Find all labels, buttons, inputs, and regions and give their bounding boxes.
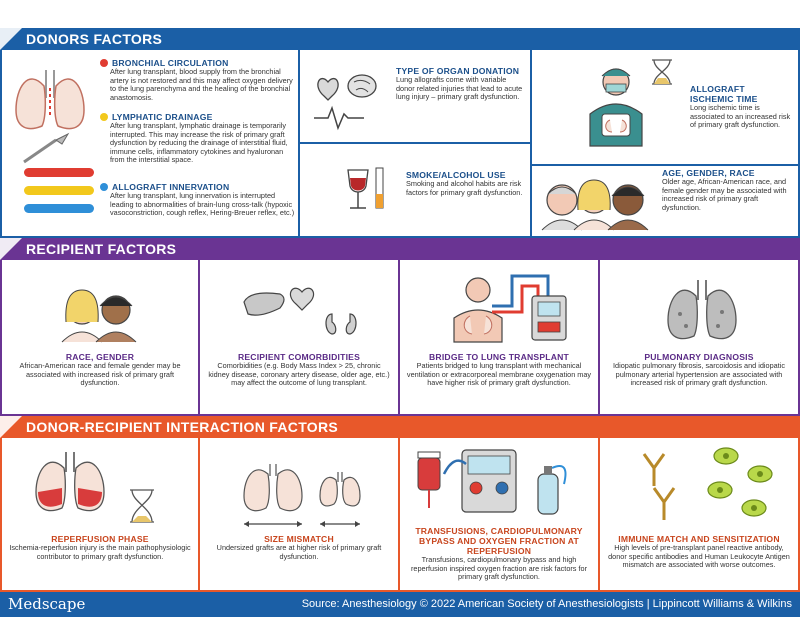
reperfusion-text: Ischemia-reperfusion injury is the main pathophysiologic contributor to primary graft dysfunction. xyxy=(9,543,191,561)
recipient-section xyxy=(0,238,800,416)
recipient-race-text: African-American race and female gender may be associated with increased risk of primary graft dysfunction. xyxy=(19,361,181,388)
size-title: SIZE MISMATCH xyxy=(264,534,334,544)
bridge-block xyxy=(406,352,592,388)
interaction-section xyxy=(0,416,800,592)
ischemic-title-2: ISCHEMIC TIME xyxy=(690,94,758,104)
immune-title: IMMUNE MATCH AND SENSITIZATION xyxy=(618,534,780,544)
pulmonary-block xyxy=(606,352,792,388)
ischemic-cell xyxy=(532,50,798,164)
wine-cigarette-icon xyxy=(344,164,404,224)
header-tab-icon xyxy=(0,238,22,260)
lymphatic-block xyxy=(100,112,296,165)
innervation-text: After lung transplant, lung innervation is interrupted leading to abnormalities of brain-lung cross-talk (hypoxic vasoconstriction, cough reflex, Hering-Breuer reflex, etc.) xyxy=(110,191,295,218)
transfusions-block xyxy=(406,526,592,582)
header-tab-icon xyxy=(0,416,22,438)
lungs-hourglass-icon xyxy=(30,446,170,526)
age-cell xyxy=(532,166,798,236)
two-faces-icon xyxy=(60,282,140,342)
heart-brain-icon xyxy=(314,64,394,134)
pulmonary-cell xyxy=(600,260,798,414)
innervation-block xyxy=(100,182,296,218)
header-tab-icon xyxy=(0,28,22,50)
organ-donation-text: Lung allografts come with variable donor related injuries that lead to acute lung injury – primary graft dysfunction. xyxy=(396,75,523,102)
pulmonary-text: Idiopatic pulmonary fibrosis, sarcoidosis and idiopatic pulmonary arterial hypertension are associated with increased risk of primary graft dysfunction. xyxy=(613,361,785,388)
recipient-header xyxy=(0,238,800,260)
lymphatic-title: LYMPHATIC DRAINAGE xyxy=(112,112,213,122)
diseased-lungs-icon xyxy=(662,274,742,344)
donors-title: DONORS FACTORS xyxy=(26,31,163,47)
ecmo-patient-icon xyxy=(452,266,582,344)
size-cell xyxy=(200,438,398,590)
size-text: Undersized grafts are at higher risk of primary graft dysfunction. xyxy=(216,543,382,561)
smoke-text: Smoking and alcohol habits are risk factors for primary graft dysfunction. xyxy=(406,179,523,197)
bronchial-block xyxy=(100,58,296,102)
transfusion-bypass-oxygen-icon xyxy=(414,444,584,524)
comorbidities-cell xyxy=(200,260,398,414)
age-block xyxy=(662,168,794,212)
tube-blue-icon xyxy=(24,204,94,214)
bronchial-text: After lung transplant, blood supply from the bronchial artery is not restored and this may affect oxygen delivery to the lung parenchyma and the healing of the bronchial anastomosis. xyxy=(110,67,293,102)
comorbidities-title: RECIPIENT COMORBIDITIES xyxy=(237,352,361,362)
ischemic-block xyxy=(690,84,794,130)
age-text: Older age, African-American race, and female gender may be associated with increased risk of primary graft dysfunction. xyxy=(662,177,787,212)
immune-cell xyxy=(600,438,798,590)
yellow-dot-icon xyxy=(100,113,108,121)
interaction-header xyxy=(0,416,800,438)
bridge-cell xyxy=(400,260,598,414)
donors-section xyxy=(0,28,800,238)
footer xyxy=(0,592,800,617)
bridge-title: BRIDGE TO LUNG TRANSPLANT xyxy=(429,352,569,362)
bronchial-title: BRONCHIAL CIRCULATION xyxy=(112,58,229,68)
reperfusion-block xyxy=(8,534,192,561)
tube-red-icon xyxy=(24,168,94,178)
ischemic-title-1: ALLOGRAFT xyxy=(690,84,745,94)
reperfusion-cell xyxy=(2,438,198,590)
lymphatic-text: After lung transplant, lymphatic drainage is temporarily interrupted. This may increase the risk of primary graft dysfunction by reducing the drainage of interstitial fluid, immune cells, inflammatory cytokines and hyaluronan from the interstitial space. xyxy=(110,121,288,165)
size-block xyxy=(206,534,392,561)
source-credit: Source: Anesthesiology © 2022 American Society of Anesthesiologists | Lippincott Williams & Wilkins xyxy=(301,598,792,610)
red-dot-icon xyxy=(100,59,108,67)
pulmonary-title: PULMONARY DIAGNOSIS xyxy=(644,352,754,362)
donor-lung-cell xyxy=(2,50,298,236)
immune-block xyxy=(606,534,792,570)
organ-donation-title: TYPE OF ORGAN DONATION xyxy=(396,66,520,76)
recipient-title: RECIPIENT FACTORS xyxy=(26,241,177,257)
smoke-block xyxy=(406,170,526,197)
smoke-title: SMOKE/ALCOHOL USE xyxy=(406,170,506,180)
organs-icon xyxy=(240,278,360,342)
comorbidities-text: Comorbidities (e.g. Body Mass Index > 25, chronic kidney disease, coronary artery disease, older age, etc.) may affect the outcome of lung transplant. xyxy=(208,361,390,388)
recipient-race-cell xyxy=(2,260,198,414)
ischemic-text: Long ischemic time is associated to an increased risk of primary graft dysfunction. xyxy=(690,103,791,130)
size-mismatch-icon xyxy=(240,460,370,540)
interaction-title: DONOR-RECIPIENT INTERACTION FACTORS xyxy=(26,419,339,435)
age-title: AGE, GENDER, RACE xyxy=(662,168,755,178)
medscape-logo[interactable]: Medscape xyxy=(8,595,86,613)
tube-yellow-icon xyxy=(24,186,94,196)
immune-text: High levels of pre-transplant panel reactive antibody, donor specific antibodies and Human Leukocyte Antigen mismatch are associated with worse outcomes. xyxy=(608,543,790,570)
three-faces-icon xyxy=(542,170,652,230)
donors-header xyxy=(0,28,800,50)
blue-dot-icon xyxy=(100,183,108,191)
smoke-cell xyxy=(300,144,530,236)
reperfusion-title: REPERFUSION PHASE xyxy=(51,534,149,544)
innervation-title: ALLOGRAFT INNERVATION xyxy=(112,182,230,192)
transfusions-text: Transfusions, cardiopulmonary bypass and high reperfusion inspired oxygen fraction are risk factors for primary graft dysfunction. xyxy=(410,555,588,582)
bridge-text: Patients bridged to lung transplant with mechanical ventilation or extracorporeal membrane oxygenation may have higher risk of primary graft dysfunction. xyxy=(406,361,592,388)
scalpel-icon xyxy=(22,134,72,164)
recipient-race-block xyxy=(8,352,192,388)
transfusions-cell xyxy=(400,438,598,590)
recipient-race-title: RACE, GENDER xyxy=(65,352,135,362)
lungs-icon xyxy=(10,58,90,138)
transfusions-title: TRANSFUSIONS, CARDIOPULMONARY BYPASS AND OXYGEN FRACTION AT REPERFUSION xyxy=(415,526,583,556)
comorbidities-block xyxy=(206,352,392,388)
organ-donation-block xyxy=(396,66,526,102)
organ-donation-cell xyxy=(300,50,530,142)
antibody-cells-icon xyxy=(614,444,784,524)
